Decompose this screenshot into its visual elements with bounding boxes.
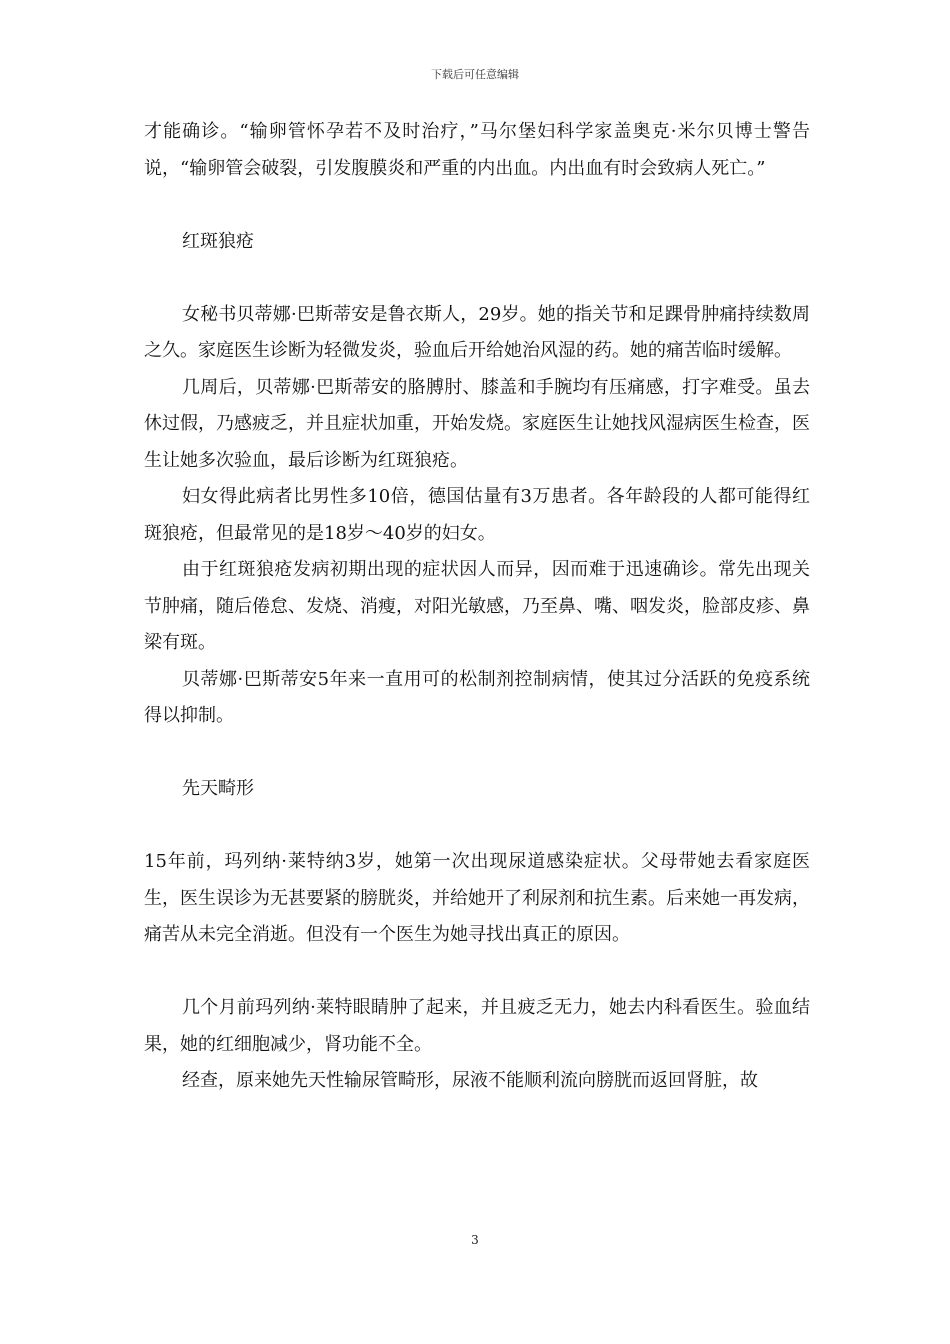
spacer [144, 954, 810, 991]
paragraph: 妇女得此病者比男性多10倍，德国估量有3万患者。各年龄段的人都可能得红斑狼疮，但最常见的是18岁～40岁的妇女。 [144, 486, 810, 544]
paragraph: 几个月前玛列纳·莱特眼睛肿了起来，并且疲乏无力，她去内科看医生。验血结果，她的红细胞减少，肾功能不全。 [144, 997, 810, 1055]
page-header: 下载后可任意编辑 [431, 68, 519, 81]
section-heading-congenital: 先天畸形 [182, 778, 254, 799]
page-number: 3 [471, 1233, 479, 1247]
paragraph: 女秘书贝蒂娜·巴斯蒂安是鲁衣斯人，29岁。她的指关节和足踝骨肿痛持续数周之久。家庭医生诊断为轻微发炎，验血后开给她治风湿的药。她的痛苦临时缓解。 [144, 303, 810, 361]
spacer [144, 808, 810, 845]
paragraph: 几周后，贝蒂娜·巴斯蒂安的胳膊肘、膝盖和手腕均有压痛感，打字难受。虽去休过假，乃感疲乏，并且症状加重，开始发烧。家庭医生让她找风湿病医生检查，医生让她多次验血，最后诊断为红斑狼疮。 [144, 376, 810, 471]
paragraph: 15年前，玛列纳·莱特纳3岁，她第一次出现尿道感染症状。父母带她去看家庭医生，医生误诊为无甚要紧的膀胱炎，并给她开了利尿剂和抗生素。后来她一再发病，痛苦从未完全消逝。但没有一个医生为她寻找出真正的原因。 [144, 851, 810, 945]
paragraph: 经查，原来她先天性输尿管畸形，尿液不能顺利流向膀胱而返回肾脏，故 [182, 1070, 758, 1091]
spacer [144, 260, 810, 297]
paragraph: 贝蒂娜·巴斯蒂安5年来一直用可的松制剂控制病情，使其过分活跃的免疫系统得以抑制。 [144, 668, 810, 726]
spacer [144, 187, 810, 224]
section-heading-lupus: 红斑狼疮 [182, 230, 254, 252]
spacer [144, 735, 810, 772]
document-body [144, 114, 810, 1100]
paragraph: 才能确诊。“输卵管怀孕若不及时治疗，”马尔堡妇科学家盖奥克·米尔贝博士警告说，“输卵管会破裂，引发腹膜炎和严重的内出血。内出血有时会致病人死亡。” [144, 121, 810, 179]
paragraph: 由于红斑狼疮发病初期出现的症状因人而异，因而难于迅速确诊。常先出现关节肿痛，随后倦怠、发烧、消瘦，对阳光敏感，乃至鼻、嘴、咽发炎，脸部皮疹、鼻梁有斑。 [144, 559, 810, 653]
